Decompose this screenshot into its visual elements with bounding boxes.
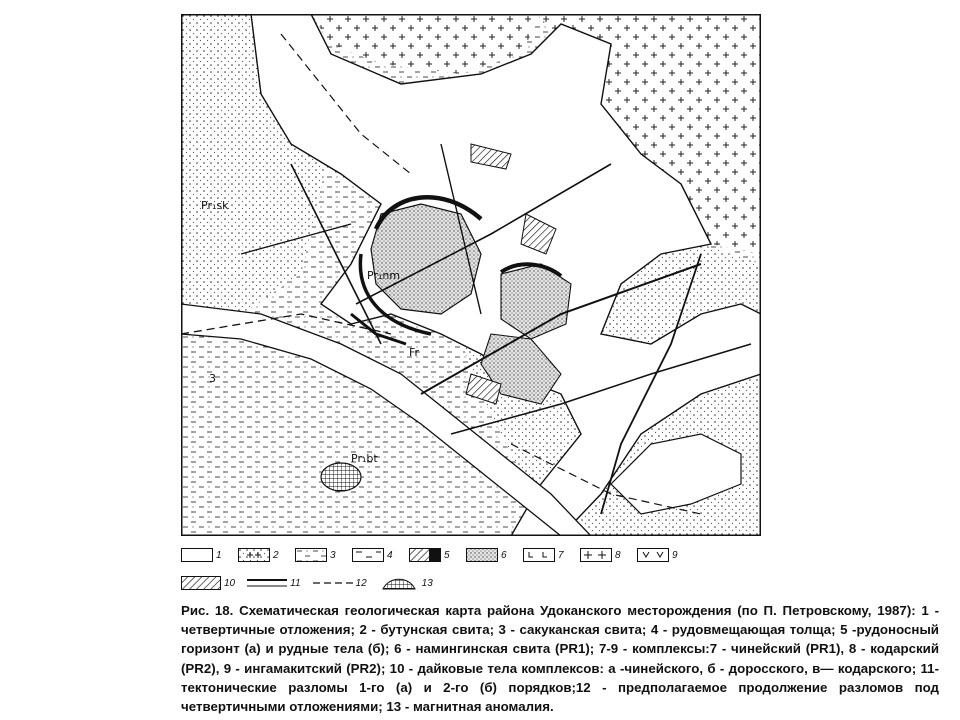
legend-item-11 bbox=[247, 576, 300, 590]
legend-swatch-11 bbox=[247, 576, 287, 590]
legend-num-2: 2 bbox=[273, 549, 279, 561]
legend-item-4 bbox=[352, 548, 397, 562]
legend-row-2 bbox=[181, 576, 445, 590]
legend-num-10: 10 bbox=[224, 577, 236, 589]
legend-swatch-7 bbox=[523, 548, 555, 562]
legend-num-6: 6 bbox=[501, 549, 507, 561]
label-sakukan: Pr₁sk bbox=[201, 199, 229, 212]
legend-item-3 bbox=[295, 548, 340, 562]
legend-num-1: 1 bbox=[216, 549, 222, 561]
legend-swatch-10 bbox=[181, 576, 221, 590]
legend-swatch-4 bbox=[352, 548, 384, 562]
legend-num-12: 12 bbox=[355, 577, 367, 589]
legend-item-2 bbox=[238, 548, 283, 562]
legend-num-9: 9 bbox=[672, 549, 678, 561]
legend-swatch-1 bbox=[181, 548, 213, 562]
legend-num-11: 11 bbox=[290, 577, 301, 589]
legend-item-5 bbox=[409, 548, 454, 562]
label-small-3: 3 bbox=[209, 372, 216, 385]
legend-item-6 bbox=[466, 548, 511, 562]
legend-swatch-9 bbox=[637, 548, 669, 562]
legend-num-13: 13 bbox=[421, 577, 433, 589]
legend-item-12 bbox=[313, 576, 367, 590]
legend-swatch-13 bbox=[379, 576, 419, 590]
legend-row-1 bbox=[181, 548, 694, 562]
legend-num-8: 8 bbox=[615, 549, 621, 561]
legend-num-5: 5 bbox=[444, 549, 450, 561]
legend-num-7: 7 bbox=[558, 549, 564, 561]
geologic-map bbox=[181, 14, 761, 536]
legend-swatch-5 bbox=[409, 548, 441, 562]
legend-swatch-3 bbox=[295, 548, 327, 562]
figure-caption: Рис. 18. Схематическая геологическая карта района Удоканского месторождения (по П. Петровскому, 1987): 1 - четвертичные отложения; 2 - бутунская свита; 3 - сакуканская свита; 4 - рудовмещающая толща; 5 -рудоносный горизонт (а) и рудные тела (б); 6 - намингинская свита (PR1); 7-9 - комплексы:7 - чинейский (PR1), 8 - кодарский (PR2), 9 - ингамакитский (PR2); 10 - дайковые тела комплексов: а -чинейского, б - доросского, в— кодарского; 11- тектонические разломы 1-го (а) и 2-го (б) порядков;12 - предполагаемое продолжение разломов под четвертичными отложениями; 13 - магнитная аномалия. bbox=[181, 603, 939, 715]
legend-swatch-12 bbox=[313, 576, 353, 590]
label-namingin: Pr₁nm bbox=[367, 269, 401, 282]
legend-swatch-2 bbox=[238, 548, 270, 562]
legend-item-9 bbox=[637, 548, 682, 562]
legend-item-10 bbox=[181, 576, 235, 590]
legend-num-3: 3 bbox=[330, 549, 336, 561]
label-butun: Pr₁bt bbox=[351, 452, 378, 465]
legend-item-8 bbox=[580, 548, 625, 562]
legend-swatch-8 bbox=[580, 548, 612, 562]
legend-num-4: 4 bbox=[387, 549, 393, 561]
legend-item-1 bbox=[181, 548, 226, 562]
magnetic-anomaly bbox=[321, 463, 361, 491]
legend-item-7 bbox=[523, 548, 568, 562]
legend-swatch-6 bbox=[466, 548, 498, 562]
label-fault-mark: Fr bbox=[409, 346, 420, 359]
legend-item-13 bbox=[379, 576, 433, 590]
